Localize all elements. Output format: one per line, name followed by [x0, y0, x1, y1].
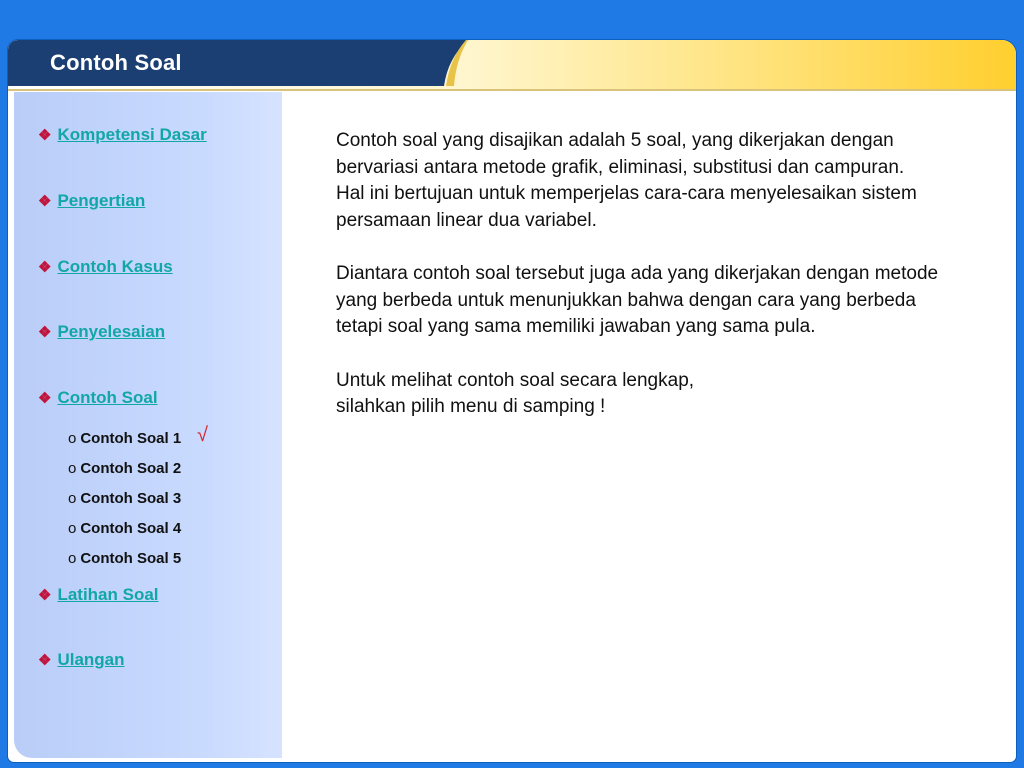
sidebar-item-kompetensi-dasar[interactable] — [38, 125, 207, 145]
instruction-paragraph — [336, 368, 956, 421]
circle-bullet-icon: o — [68, 550, 77, 567]
method-paragraph — [336, 261, 956, 341]
subitem-label: Contoh Soal 1 — [80, 430, 182, 447]
subitem-label: Contoh Soal 4 — [80, 520, 182, 537]
diamond-bullet-icon: ❖ — [38, 259, 52, 276]
method-text: Diantara contoh soal tersebut juga ada yang dikerjakan dengan metode yang berbeda untuk menunjukkan bahwa dengan cara yang berbeda tetapi soal yang sama memiliki jawaban yang sama pula. — [336, 263, 939, 337]
content-area — [336, 128, 956, 448]
circle-bullet-icon: o — [68, 520, 77, 537]
sidebar-item-label: Latihan Soal — [57, 585, 159, 604]
sidebar-item-label: Penyelesaian — [57, 322, 166, 341]
circle-bullet-icon: o — [68, 430, 77, 447]
intro-paragraph — [336, 128, 956, 234]
diamond-bullet-icon: ❖ — [38, 324, 52, 341]
diamond-bullet-icon: ❖ — [38, 193, 52, 210]
subitem-contoh-soal-4[interactable] — [68, 520, 181, 537]
sidebar-item-pengertian[interactable] — [38, 191, 145, 211]
sidebar-item-penyelesaian[interactable] — [38, 322, 165, 342]
subitem-label: Contoh Soal 5 — [80, 550, 182, 567]
instruction-text-line: Untuk melihat contoh soal secara lengkap, — [336, 369, 695, 391]
diamond-bullet-icon: ❖ — [38, 587, 52, 604]
active-check-icon: √ — [197, 424, 208, 446]
subitem-contoh-soal-1[interactable] — [68, 430, 181, 447]
subitem-label: Contoh Soal 2 — [80, 460, 182, 477]
subitem-contoh-soal-3[interactable] — [68, 490, 181, 507]
intro-text-line: Hal ini bertujuan untuk memperjelas cara-cara menyelesaikan sistem persamaan linear dua variabel. — [336, 183, 917, 231]
sidebar-item-contoh-soal[interactable] — [38, 388, 158, 408]
diamond-bullet-icon: ❖ — [38, 652, 52, 669]
sidebar-item-label: Pengertian — [57, 191, 146, 210]
instruction-text-line: silahkan pilih menu di samping ! — [336, 396, 606, 417]
intro-text-line: Contoh soal yang disajikan adalah 5 soal, yang dikerjakan dengan bervariasi antara metode grafik, eliminasi, substitusi dan campuran. — [336, 130, 905, 178]
sidebar-item-label: Contoh Kasus — [57, 257, 173, 276]
sidebar-item-label: Ulangan — [57, 650, 125, 669]
sidebar — [14, 92, 282, 758]
sidebar-item-latihan-soal[interactable] — [38, 585, 159, 605]
slide-frame — [8, 40, 1016, 762]
sidebar-item-ulangan[interactable] — [38, 650, 125, 670]
sidebar-item-label: Contoh Soal — [57, 388, 158, 407]
sidebar-item-label: Kompetensi Dasar — [57, 125, 207, 144]
header-divider — [8, 89, 1016, 91]
subitem-label: Contoh Soal 3 — [80, 490, 182, 507]
circle-bullet-icon: o — [68, 460, 77, 477]
page-title: Contoh Soal — [50, 50, 182, 75]
subitem-contoh-soal-5[interactable] — [68, 550, 181, 567]
diamond-bullet-icon: ❖ — [38, 127, 52, 144]
sidebar-item-contoh-kasus[interactable] — [38, 257, 173, 277]
subitem-contoh-soal-2[interactable] — [68, 460, 181, 477]
diamond-bullet-icon: ❖ — [38, 390, 52, 407]
circle-bullet-icon: o — [68, 490, 77, 507]
